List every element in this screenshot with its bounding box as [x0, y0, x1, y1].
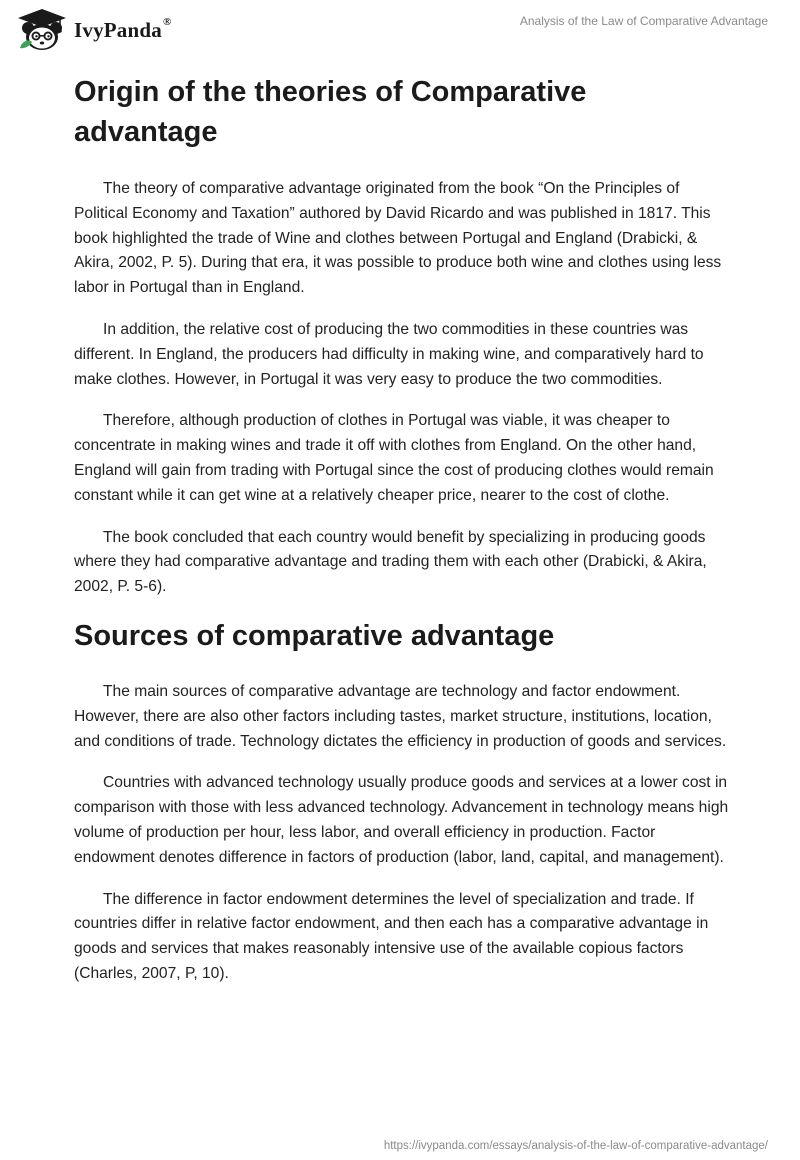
brand-name: IvyPanda®: [74, 15, 172, 42]
section-heading-origin: Origin of the theories of Comparative advantage: [74, 76, 587, 148]
source-url[interactable]: https://ivypanda.com/essays/analysis-of-the-law-of-comparative-advantage/: [383, 1140, 768, 1152]
paragraph: In addition, the relative cost of producing the two commodities in these countries was different. In England, the producers had difficulty in making wine, and comparatively hard to make clothes. However, in Portugal it was very easy to produce the two commodities.: [74, 320, 704, 388]
paragraph: The book concluded that each country would benefit by specializing in producing goods where they had comparative advantage and trading them with each other (Drabicki, & Akira, 2002, P. 5-6).: [74, 528, 707, 596]
panda-graduate-icon: [16, 8, 68, 52]
paragraph: Countries with advanced technology usually produce goods and services at a lower cost in comparison with those with less advanced technology. Advancement in technology means high volume of production per hour, less labor, and overall efficiency in production. Factor endowment denotes difference in factors of production (labor, land, capital, and management).: [74, 774, 729, 866]
page-header: [0, 0, 800, 60]
document-title: Analysis of the Law of Comparative Advantage: [519, 14, 768, 28]
article-body: [74, 72, 734, 987]
brand-logo[interactable]: [16, 8, 171, 52]
section-heading-sources: Sources of comparative advantage: [74, 619, 555, 652]
paragraph: The theory of comparative advantage originated from the book “On the Principles of Political Economy and Taxation” authored by David Ricardo and was published in 1817. This book highlighted the trade of Wine and clothes between Portugal and England (Drabicki, & Akira, 2002, P. 5). During that era, it was possible to produce both wine and clothes using less labor in Portugal than in England.: [74, 180, 722, 297]
paragraph: The main sources of comparative advantage are technology and factor endowment. However, there are also other factors including tastes, market structure, institutions, location, and conditions of trade. Technology dictates the efficiency in production of goods and services.: [74, 682, 727, 750]
paragraph: The difference in factor endowment determines the level of specialization and trade. If countries differ in relative factor endowment, and then each has a comparative advantage in goods and services that makes reasonably intensive use of the available copious factors (Charles, 2007, P, 10).: [74, 890, 709, 982]
paragraph: Therefore, although production of clothes in Portugal was viable, it was cheaper to concentrate in making wines and trade it off with clothes from England. On the other hand, England will gain from trading with Portugal since the cost of producing clothes would remain constant while it can get wine at a relatively cheaper price, nearer to the cost of clothe.: [74, 412, 714, 504]
